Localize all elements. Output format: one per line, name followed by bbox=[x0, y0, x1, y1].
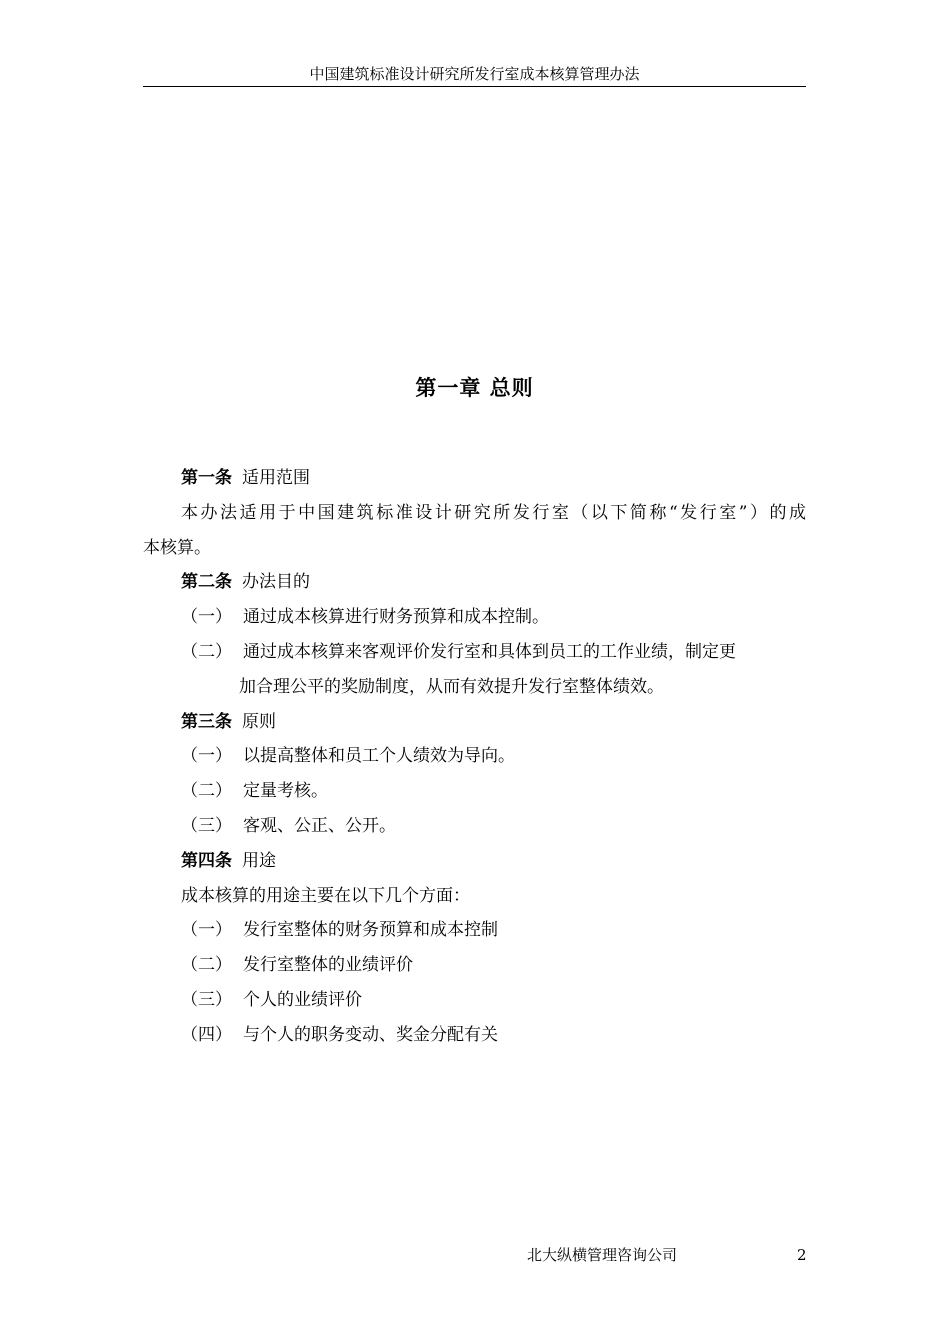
article-heading bbox=[143, 565, 806, 600]
list-item bbox=[143, 809, 806, 844]
item-text: 以提高整体和员工个人绩效为导向。 bbox=[243, 746, 515, 767]
document-body bbox=[143, 461, 806, 1053]
list-item bbox=[143, 739, 806, 774]
item-text: 发行室整体的财务预算和成本控制 bbox=[243, 920, 498, 941]
list-item bbox=[143, 948, 806, 983]
item-number: （三） bbox=[181, 989, 232, 1010]
item-text: 与个人的职务变动、奖金分配有关 bbox=[243, 1024, 498, 1045]
header-title: 中国建筑标准设计研究所发行室成本核算管理办法 bbox=[309, 65, 640, 83]
article-number: 第四条 bbox=[181, 850, 232, 871]
article-number: 第三条 bbox=[181, 711, 232, 732]
page-number: 2 bbox=[797, 1246, 807, 1264]
page-header bbox=[143, 64, 806, 87]
chapter-title: 第一章 总则 bbox=[415, 376, 534, 400]
article-title: 办法目的 bbox=[242, 572, 310, 593]
list-item bbox=[143, 774, 806, 809]
article-heading bbox=[143, 461, 806, 496]
article-title: 适用范围 bbox=[242, 468, 310, 488]
article-heading bbox=[143, 705, 806, 740]
list-item bbox=[143, 1018, 806, 1053]
article-title: 原则 bbox=[242, 711, 276, 732]
item-text: 个人的业绩评价 bbox=[243, 989, 362, 1010]
item-number: （二） bbox=[181, 781, 232, 802]
list-item bbox=[143, 635, 806, 670]
item-number: （一） bbox=[181, 920, 232, 941]
item-number: （四） bbox=[181, 1024, 232, 1045]
paragraph-line: 本办法适用于中国建筑标准设计研究所发行室（以下简称“发行室”）的成 bbox=[181, 502, 806, 523]
item-number: （二） bbox=[181, 641, 232, 662]
list-item bbox=[143, 600, 806, 635]
item-text: 客观、公正、公开。 bbox=[243, 815, 396, 836]
list-item-continuation: 加合理公平的奖励制度，从而有效提升发行室整体绩效。 bbox=[239, 676, 664, 697]
item-text: 发行室整体的业绩评价 bbox=[243, 955, 413, 976]
item-text: 通过成本核算来客观评价发行室和具体到员工的工作业绩，制定更 bbox=[243, 641, 736, 662]
article-title: 用途 bbox=[242, 850, 276, 871]
item-text: 定量考核。 bbox=[243, 781, 328, 802]
item-number: （二） bbox=[181, 955, 232, 976]
article-number: 第二条 bbox=[181, 572, 232, 593]
item-text: 通过成本核算进行财务预算和成本控制。 bbox=[243, 607, 549, 628]
paragraph-line: 成本核算的用途主要在以下几个方面： bbox=[181, 885, 470, 906]
article-number: 第一条 bbox=[181, 468, 232, 488]
item-number: （一） bbox=[181, 746, 232, 767]
footer-company: 北大纵横管理咨询公司 bbox=[527, 1246, 678, 1264]
list-item bbox=[143, 983, 806, 1018]
item-number: （一） bbox=[181, 607, 232, 628]
item-number: （三） bbox=[181, 815, 232, 836]
article-heading bbox=[143, 844, 806, 879]
list-item bbox=[143, 913, 806, 948]
paragraph-line: 本核算。 bbox=[143, 537, 211, 558]
